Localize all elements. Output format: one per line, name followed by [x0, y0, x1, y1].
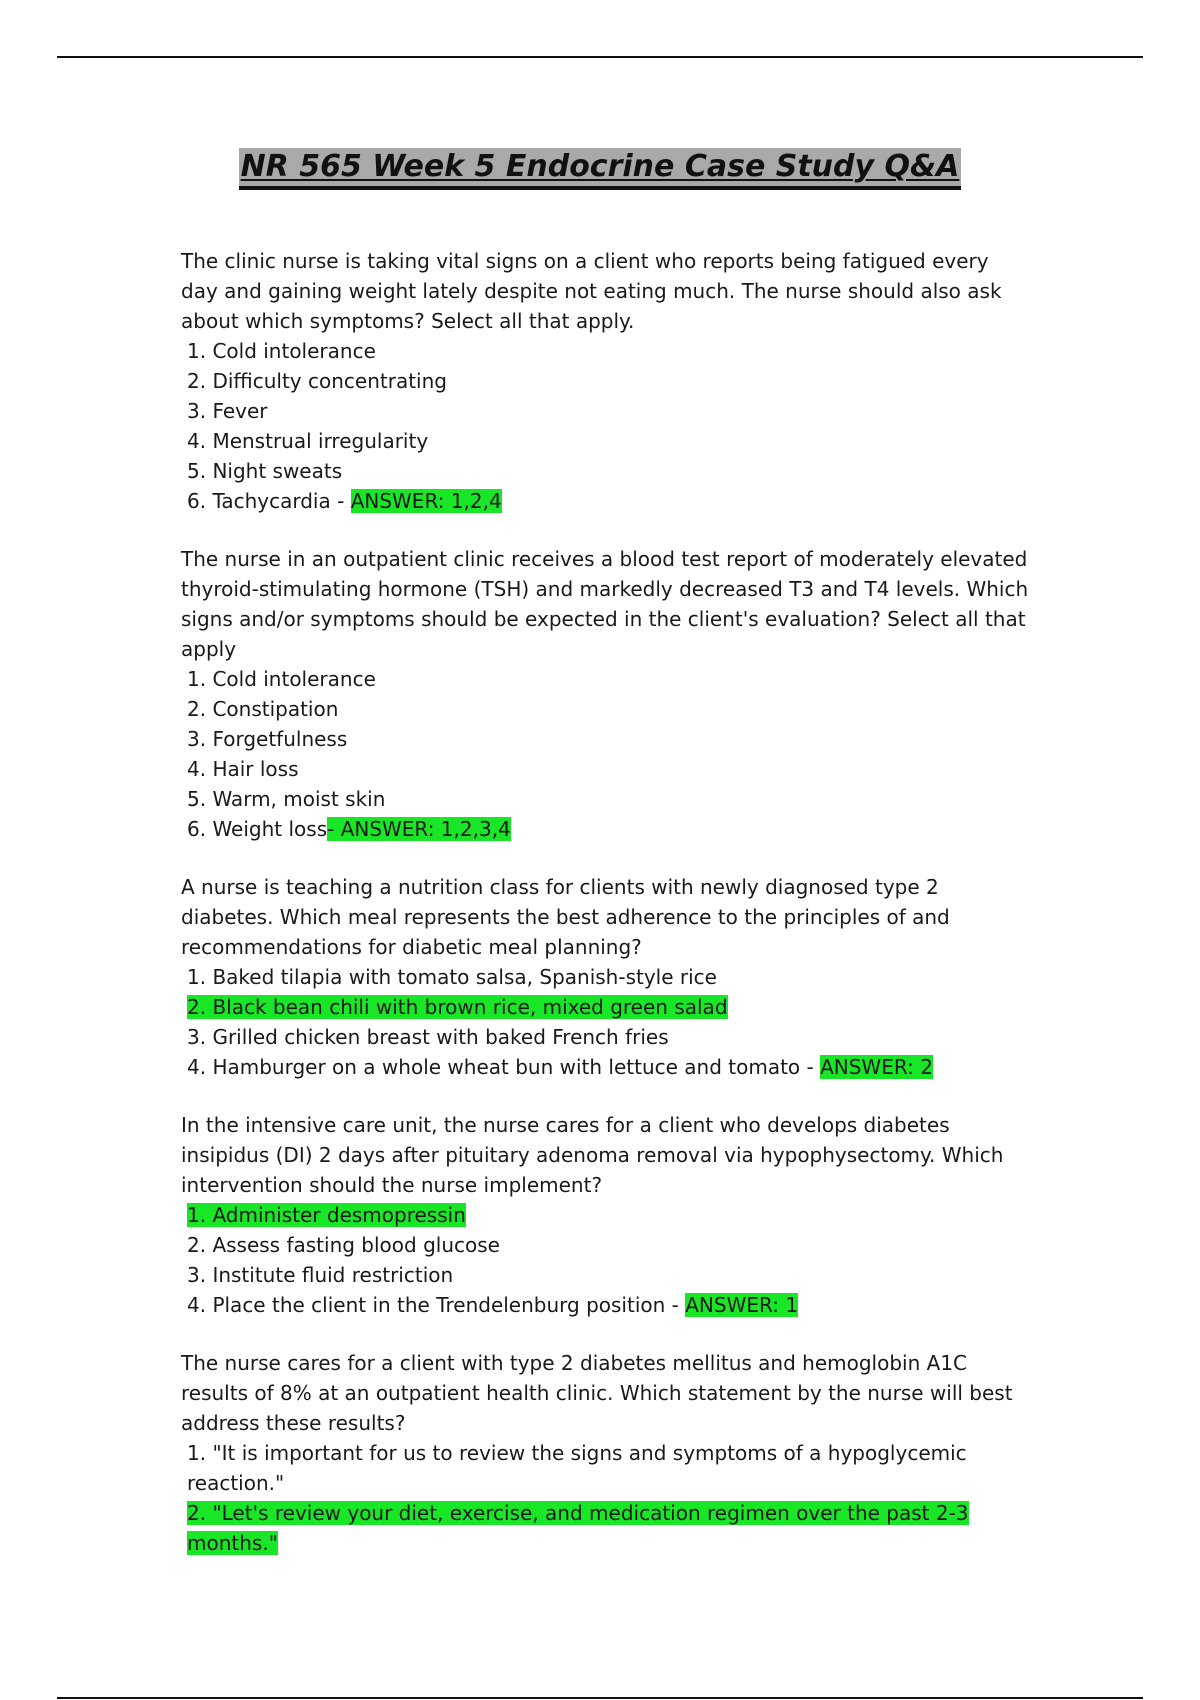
- option-item-correct: [181, 1498, 1031, 1558]
- option-item: 2. Assess fasting blood glucose: [187, 1233, 500, 1257]
- correct-option-highlight: 2. Black bean chili with brown rice, mixed green salad: [187, 995, 728, 1019]
- correct-option-highlight: 2. "Let's review your diet, exercise, and medication regimen over the past 2-3 months.": [187, 1501, 969, 1555]
- option-item: 1. Cold intolerance: [187, 667, 376, 691]
- option-item: 3. Institute fluid restriction: [187, 1263, 454, 1287]
- question-text: The nurse cares for a client with type 2 diabetes mellitus and hemoglobin A1C results of 8% at an outpatient health clinic. Which statement by the nurse will best address these results?: [181, 1351, 1013, 1435]
- option-item: 1. Cold intolerance: [187, 339, 376, 363]
- title-container: [0, 148, 1200, 190]
- document-title: NR 565 Week 5 Endocrine Case Study Q&A: [239, 148, 962, 190]
- header-rule: [57, 56, 1143, 58]
- document-body: [181, 246, 1031, 1586]
- option-item: 4. Menstrual irregularity: [187, 429, 429, 453]
- option-list: [181, 1438, 1031, 1558]
- option-list: [181, 1200, 1031, 1320]
- option-item-last: [181, 486, 1031, 516]
- option-item: 3. Forgetfulness: [187, 727, 348, 751]
- answer-highlight: - ANSWER: 1,2,3,4: [327, 817, 511, 841]
- answer-highlight: ANSWER: 1: [685, 1293, 799, 1317]
- question-block: [181, 1110, 1031, 1320]
- question-text: In the intensive care unit, the nurse cares for a client who develops diabetes insipidus (DI) 2 days after pituitary adenoma removal via hypophysectomy. Which intervention should the nurse implement?: [181, 1113, 1004, 1197]
- option-list: [181, 664, 1031, 844]
- correct-option-highlight: 1. Administer desmopressin: [187, 1203, 466, 1227]
- question-block: [181, 872, 1031, 1082]
- option-text: 6. Tachycardia -: [187, 489, 345, 513]
- option-item: 2. Difficulty concentrating: [187, 369, 447, 393]
- option-item: 5. Warm, moist skin: [187, 787, 386, 811]
- option-item: 2. Constipation: [187, 697, 339, 721]
- answer-highlight: ANSWER: 2: [820, 1055, 933, 1079]
- question-block: [181, 544, 1031, 844]
- option-item-correct: [181, 992, 1031, 1022]
- footer-rule: [57, 1697, 1143, 1699]
- option-item: 4. Hair loss: [187, 757, 299, 781]
- question-block: [181, 246, 1031, 516]
- option-item-last: [181, 814, 1031, 844]
- question-text: The nurse in an outpatient clinic receives a blood test report of moderately elevated thyroid-stimulating hormone (TSH) and markedly decreased T3 and T4 levels. Which signs and/or symptoms should be expected in the client's evaluation? Select all that apply: [181, 547, 1029, 661]
- option-list: [181, 336, 1031, 516]
- option-item: 5. Night sweats: [187, 459, 343, 483]
- option-text: 4. Hamburger on a whole wheat bun with lettuce and tomato -: [187, 1055, 814, 1079]
- option-item: 3. Grilled chicken breast with baked French fries: [187, 1025, 669, 1049]
- option-item: 1. Baked tilapia with tomato salsa, Spanish-style rice: [187, 965, 717, 989]
- option-item-last: [181, 1052, 1031, 1082]
- option-list: [181, 962, 1031, 1082]
- question-text: A nurse is teaching a nutrition class for clients with newly diagnosed type 2 diabetes. Which meal represents the best adherence to the principles of and recommendations for diabetic meal planning?: [181, 875, 950, 959]
- option-item-correct: [181, 1200, 1031, 1230]
- question-block: [181, 1348, 1031, 1558]
- option-item: 1. "It is important for us to review the signs and symptoms of a hypoglycemic reaction.": [187, 1441, 967, 1495]
- option-text: 6. Weight loss: [187, 817, 328, 841]
- option-text: 4. Place the client in the Trendelenburg position -: [187, 1293, 679, 1317]
- question-text: The clinic nurse is taking vital signs on a client who reports being fatigued every day and gaining weight lately despite not eating much. The nurse should also ask about which symptoms? Select all that apply.: [181, 249, 1002, 333]
- answer-highlight: ANSWER: 1,2,4: [350, 489, 502, 513]
- option-item-last: [181, 1290, 1031, 1320]
- option-item: 3. Fever: [187, 399, 268, 423]
